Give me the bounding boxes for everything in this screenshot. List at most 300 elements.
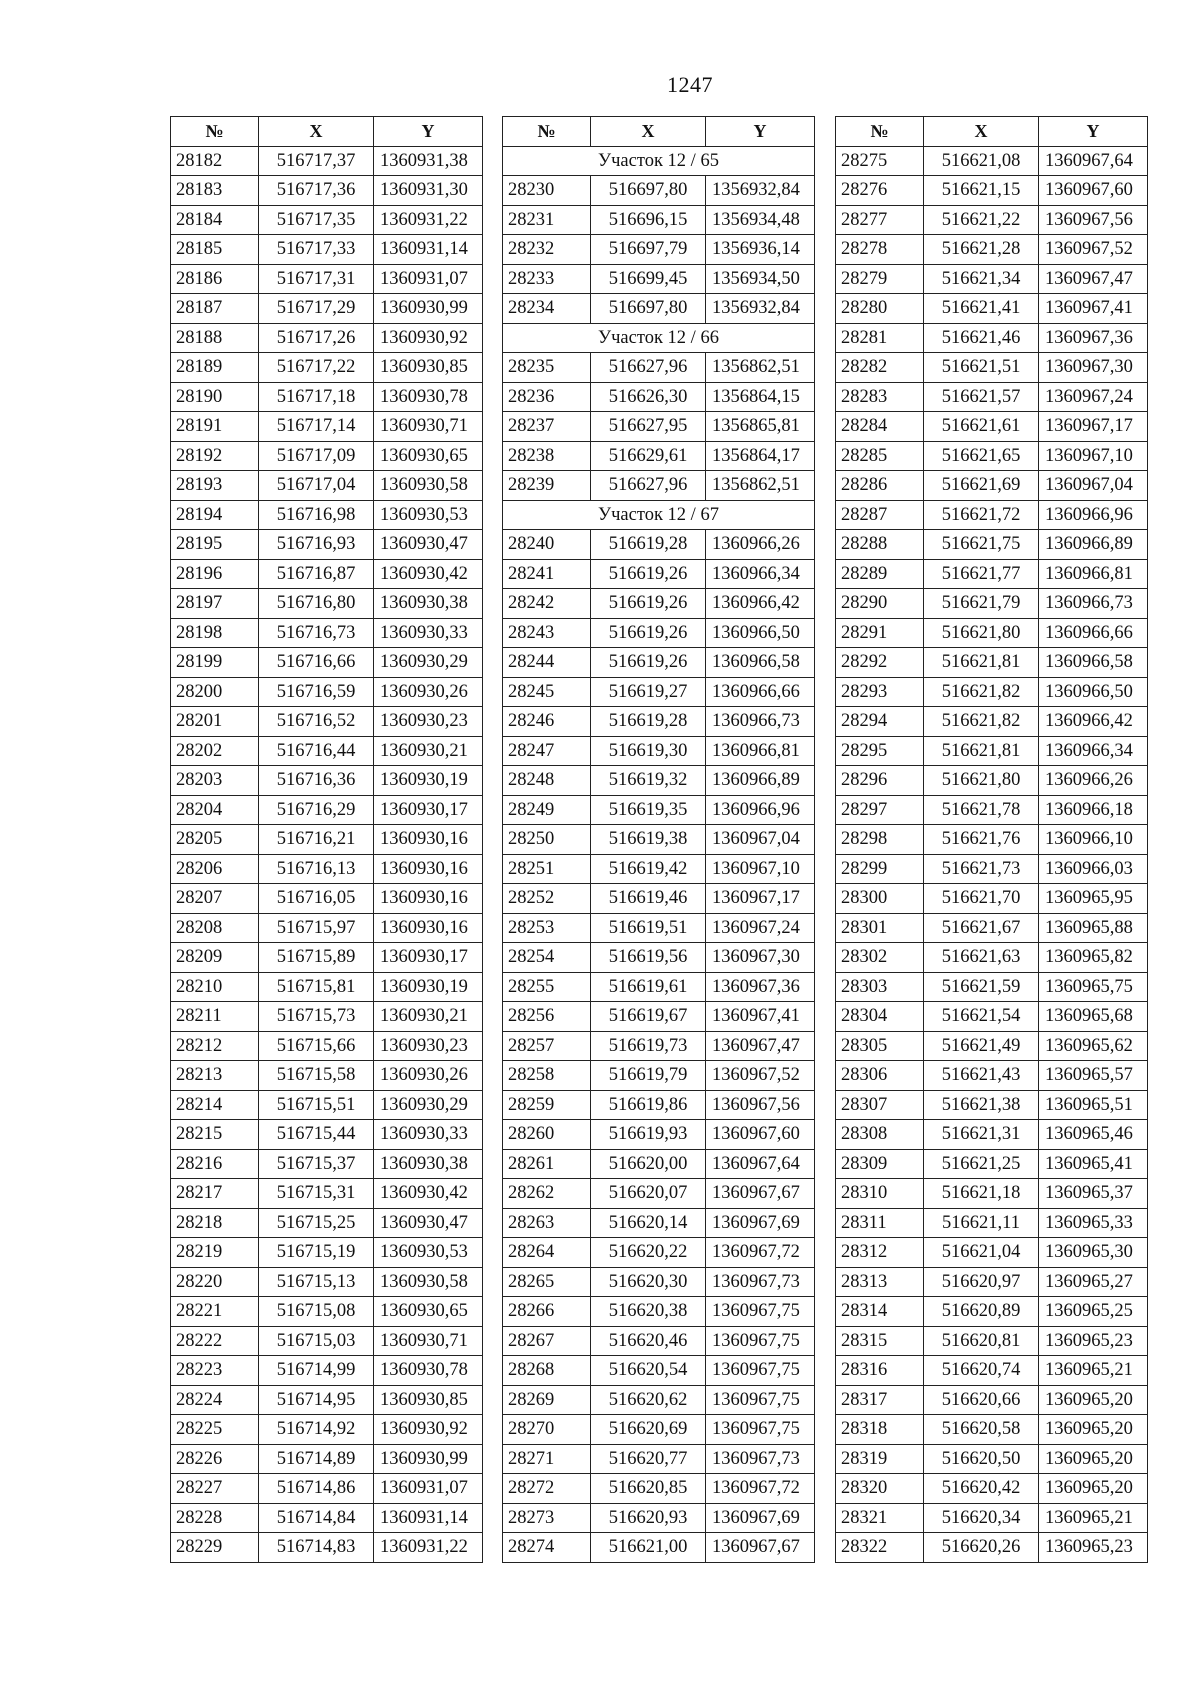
- y-coordinate-cell: 1360930,92: [374, 323, 483, 353]
- table-row: [836, 1385, 1148, 1415]
- y-coordinate-cell: 1360930,16: [374, 854, 483, 884]
- x-coordinate-cell: 516619,27: [591, 677, 706, 707]
- y-coordinate-cell: 1360930,38: [374, 589, 483, 619]
- y-coordinate-cell: 1356864,17: [706, 441, 815, 471]
- y-coordinate-cell: 1360967,30: [706, 943, 815, 973]
- point-number-cell: 28293: [836, 677, 924, 707]
- table-row: [171, 500, 483, 530]
- x-coordinate-cell: 516619,26: [591, 618, 706, 648]
- x-coordinate-cell: 516619,56: [591, 943, 706, 973]
- y-coordinate-cell: 1360930,85: [374, 353, 483, 383]
- x-coordinate-cell: 516715,66: [259, 1031, 374, 1061]
- y-coordinate-cell: 1360967,24: [706, 913, 815, 943]
- x-coordinate-cell: 516715,19: [259, 1238, 374, 1268]
- y-coordinate-cell: 1360930,26: [374, 1061, 483, 1091]
- table-row: [503, 1503, 815, 1533]
- table-row: [503, 1090, 815, 1120]
- point-number-cell: 28304: [836, 1002, 924, 1032]
- header-number: №: [503, 117, 591, 147]
- coordinates-table-2: [502, 116, 815, 1563]
- x-coordinate-cell: 516715,31: [259, 1179, 374, 1209]
- table-row: [503, 235, 815, 265]
- table-row: [836, 353, 1148, 383]
- y-coordinate-cell: 1360967,10: [1039, 441, 1148, 471]
- table-row: [503, 441, 815, 471]
- y-coordinate-cell: 1360930,17: [374, 795, 483, 825]
- y-coordinate-cell: 1360967,64: [706, 1149, 815, 1179]
- y-coordinate-cell: 1360930,78: [374, 382, 483, 412]
- header-y: Y: [374, 117, 483, 147]
- table-row: [171, 1297, 483, 1327]
- y-coordinate-cell: 1360965,23: [1039, 1533, 1148, 1563]
- table-row: [503, 589, 815, 619]
- y-coordinate-cell: 1360930,19: [374, 972, 483, 1002]
- table-row: [503, 1031, 815, 1061]
- x-coordinate-cell: 516620,50: [924, 1444, 1039, 1474]
- point-number-cell: 28203: [171, 766, 259, 796]
- table-row: [836, 264, 1148, 294]
- table-row: [836, 913, 1148, 943]
- table-header-row: [836, 117, 1148, 147]
- point-number-cell: 28214: [171, 1090, 259, 1120]
- section-title: Участок 12 / 67: [503, 500, 815, 530]
- point-number-cell: 28212: [171, 1031, 259, 1061]
- x-coordinate-cell: 516716,66: [259, 648, 374, 678]
- point-number-cell: 28199: [171, 648, 259, 678]
- section-row: [503, 146, 815, 176]
- table-row: [836, 618, 1148, 648]
- y-coordinate-cell: 1360930,99: [374, 294, 483, 324]
- y-coordinate-cell: 1360930,23: [374, 707, 483, 737]
- y-coordinate-cell: 1360967,69: [706, 1208, 815, 1238]
- table-row: [171, 205, 483, 235]
- point-number-cell: 28257: [503, 1031, 591, 1061]
- table-row: [503, 1238, 815, 1268]
- y-coordinate-cell: 1360966,58: [706, 648, 815, 678]
- y-coordinate-cell: 1360930,33: [374, 1120, 483, 1150]
- table-row: [836, 1002, 1148, 1032]
- table-row: [836, 471, 1148, 501]
- table-row: [836, 1179, 1148, 1209]
- y-coordinate-cell: 1360967,56: [1039, 205, 1148, 235]
- point-number-cell: 28258: [503, 1061, 591, 1091]
- y-coordinate-cell: 1360930,71: [374, 412, 483, 442]
- y-coordinate-cell: 1360967,52: [706, 1061, 815, 1091]
- table-header-row: [503, 117, 815, 147]
- table-row: [503, 1120, 815, 1150]
- table-row: [171, 559, 483, 589]
- point-number-cell: 28228: [171, 1503, 259, 1533]
- y-coordinate-cell: 1356862,51: [706, 471, 815, 501]
- x-coordinate-cell: 516716,93: [259, 530, 374, 560]
- point-number-cell: 28207: [171, 884, 259, 914]
- x-coordinate-cell: 516620,66: [924, 1385, 1039, 1415]
- x-coordinate-cell: 516621,41: [924, 294, 1039, 324]
- x-coordinate-cell: 516621,22: [924, 205, 1039, 235]
- point-number-cell: 28221: [171, 1297, 259, 1327]
- y-coordinate-cell: 1360965,51: [1039, 1090, 1148, 1120]
- y-coordinate-cell: 1360967,75: [706, 1415, 815, 1445]
- x-coordinate-cell: 516716,73: [259, 618, 374, 648]
- table-row: [503, 294, 815, 324]
- point-number-cell: 28197: [171, 589, 259, 619]
- x-coordinate-cell: 516714,83: [259, 1533, 374, 1563]
- table-row: [836, 677, 1148, 707]
- y-coordinate-cell: 1360967,75: [706, 1326, 815, 1356]
- x-coordinate-cell: 516621,34: [924, 264, 1039, 294]
- y-coordinate-cell: 1360966,26: [1039, 766, 1148, 796]
- y-coordinate-cell: 1360966,42: [1039, 707, 1148, 737]
- point-number-cell: 28313: [836, 1267, 924, 1297]
- y-coordinate-cell: 1360966,96: [706, 795, 815, 825]
- point-number-cell: 28243: [503, 618, 591, 648]
- point-number-cell: 28216: [171, 1149, 259, 1179]
- y-coordinate-cell: 1360967,52: [1039, 235, 1148, 265]
- point-number-cell: 28210: [171, 972, 259, 1002]
- point-number-cell: 28269: [503, 1385, 591, 1415]
- table-row: [171, 382, 483, 412]
- x-coordinate-cell: 516717,22: [259, 353, 374, 383]
- y-coordinate-cell: 1360967,75: [706, 1385, 815, 1415]
- table-row: [171, 1444, 483, 1474]
- point-number-cell: 28227: [171, 1474, 259, 1504]
- y-coordinate-cell: 1360931,30: [374, 176, 483, 206]
- table-row: [836, 1238, 1148, 1268]
- x-coordinate-cell: 516715,13: [259, 1267, 374, 1297]
- x-coordinate-cell: 516621,70: [924, 884, 1039, 914]
- y-coordinate-cell: 1360966,18: [1039, 795, 1148, 825]
- table-row: [836, 1326, 1148, 1356]
- point-number-cell: 28235: [503, 353, 591, 383]
- point-number-cell: 28225: [171, 1415, 259, 1445]
- point-number-cell: 28217: [171, 1179, 259, 1209]
- y-coordinate-cell: 1360931,38: [374, 146, 483, 176]
- x-coordinate-cell: 516716,21: [259, 825, 374, 855]
- x-coordinate-cell: 516717,29: [259, 294, 374, 324]
- x-coordinate-cell: 516715,89: [259, 943, 374, 973]
- header-y: Y: [706, 117, 815, 147]
- table-row: [836, 1267, 1148, 1297]
- point-number-cell: 28194: [171, 500, 259, 530]
- table-row: [836, 1149, 1148, 1179]
- point-number-cell: 28191: [171, 412, 259, 442]
- x-coordinate-cell: 516697,79: [591, 235, 706, 265]
- table-row: [836, 707, 1148, 737]
- point-number-cell: 28265: [503, 1267, 591, 1297]
- header-number: №: [171, 117, 259, 147]
- point-number-cell: 28317: [836, 1385, 924, 1415]
- table-row: [503, 1297, 815, 1327]
- y-coordinate-cell: 1360930,17: [374, 943, 483, 973]
- section-row: [503, 323, 815, 353]
- x-coordinate-cell: 516621,80: [924, 766, 1039, 796]
- point-number-cell: 28182: [171, 146, 259, 176]
- y-coordinate-cell: 1360967,04: [1039, 471, 1148, 501]
- point-number-cell: 28240: [503, 530, 591, 560]
- table-row: [503, 1326, 815, 1356]
- x-coordinate-cell: 516699,45: [591, 264, 706, 294]
- point-number-cell: 28296: [836, 766, 924, 796]
- x-coordinate-cell: 516714,95: [259, 1385, 374, 1415]
- y-coordinate-cell: 1360965,82: [1039, 943, 1148, 973]
- point-number-cell: 28264: [503, 1238, 591, 1268]
- y-coordinate-cell: 1356864,15: [706, 382, 815, 412]
- x-coordinate-cell: 516716,98: [259, 500, 374, 530]
- table-row: [836, 766, 1148, 796]
- x-coordinate-cell: 516621,43: [924, 1061, 1039, 1091]
- table-row: [171, 1238, 483, 1268]
- y-coordinate-cell: 1360966,89: [706, 766, 815, 796]
- point-number-cell: 28314: [836, 1297, 924, 1327]
- x-coordinate-cell: 516620,38: [591, 1297, 706, 1327]
- x-coordinate-cell: 516621,00: [591, 1533, 706, 1563]
- y-coordinate-cell: 1360967,75: [706, 1297, 815, 1327]
- y-coordinate-cell: 1360930,78: [374, 1356, 483, 1386]
- table-row: [503, 1061, 815, 1091]
- x-coordinate-cell: 516716,52: [259, 707, 374, 737]
- x-coordinate-cell: 516620,93: [591, 1503, 706, 1533]
- y-coordinate-cell: 1360967,69: [706, 1503, 815, 1533]
- point-number-cell: 28277: [836, 205, 924, 235]
- x-coordinate-cell: 516621,54: [924, 1002, 1039, 1032]
- table-row: [503, 618, 815, 648]
- x-coordinate-cell: 516621,31: [924, 1120, 1039, 1150]
- x-coordinate-cell: 516621,82: [924, 707, 1039, 737]
- y-coordinate-cell: 1360930,47: [374, 1208, 483, 1238]
- table-row: [171, 1503, 483, 1533]
- x-coordinate-cell: 516717,36: [259, 176, 374, 206]
- y-coordinate-cell: 1360965,30: [1039, 1238, 1148, 1268]
- table-row: [503, 382, 815, 412]
- x-coordinate-cell: 516619,67: [591, 1002, 706, 1032]
- y-coordinate-cell: 1360931,14: [374, 235, 483, 265]
- table-row: [503, 264, 815, 294]
- table-row: [503, 854, 815, 884]
- y-coordinate-cell: 1356932,84: [706, 294, 815, 324]
- table-row: [836, 146, 1148, 176]
- point-number-cell: 28255: [503, 972, 591, 1002]
- y-coordinate-cell: 1360967,24: [1039, 382, 1148, 412]
- point-number-cell: 28226: [171, 1444, 259, 1474]
- page-number: 1247: [667, 72, 713, 97]
- table-row: [836, 323, 1148, 353]
- y-coordinate-cell: 1360966,26: [706, 530, 815, 560]
- table-row: [171, 736, 483, 766]
- y-coordinate-cell: 1360930,26: [374, 677, 483, 707]
- point-number-cell: 28274: [503, 1533, 591, 1563]
- x-coordinate-cell: 516621,67: [924, 913, 1039, 943]
- table-row: [171, 146, 483, 176]
- point-number-cell: 28248: [503, 766, 591, 796]
- point-number-cell: 28213: [171, 1061, 259, 1091]
- y-coordinate-cell: 1356932,84: [706, 176, 815, 206]
- x-coordinate-cell: 516627,95: [591, 412, 706, 442]
- point-number-cell: 28300: [836, 884, 924, 914]
- point-number-cell: 28281: [836, 323, 924, 353]
- table-row: [836, 825, 1148, 855]
- x-coordinate-cell: 516620,74: [924, 1356, 1039, 1386]
- y-coordinate-cell: 1360930,53: [374, 500, 483, 530]
- table-row: [503, 1356, 815, 1386]
- table-row: [171, 677, 483, 707]
- x-coordinate-cell: 516715,97: [259, 913, 374, 943]
- point-number-cell: 28287: [836, 500, 924, 530]
- x-coordinate-cell: 516619,38: [591, 825, 706, 855]
- table-row: [836, 884, 1148, 914]
- y-coordinate-cell: 1360931,22: [374, 1533, 483, 1563]
- x-coordinate-cell: 516621,38: [924, 1090, 1039, 1120]
- y-coordinate-cell: 1360967,47: [1039, 264, 1148, 294]
- point-number-cell: 28273: [503, 1503, 591, 1533]
- point-number-cell: 28278: [836, 235, 924, 265]
- x-coordinate-cell: 516621,08: [924, 146, 1039, 176]
- table-row: [171, 176, 483, 206]
- y-coordinate-cell: 1360965,37: [1039, 1179, 1148, 1209]
- table-row: [171, 353, 483, 383]
- y-coordinate-cell: 1356865,81: [706, 412, 815, 442]
- table-row: [171, 1385, 483, 1415]
- point-number-cell: 28252: [503, 884, 591, 914]
- y-coordinate-cell: 1360967,17: [706, 884, 815, 914]
- y-coordinate-cell: 1360965,21: [1039, 1503, 1148, 1533]
- x-coordinate-cell: 516717,04: [259, 471, 374, 501]
- point-number-cell: 28259: [503, 1090, 591, 1120]
- point-number-cell: 28270: [503, 1415, 591, 1445]
- point-number-cell: 28284: [836, 412, 924, 442]
- y-coordinate-cell: 1360967,64: [1039, 146, 1148, 176]
- point-number-cell: 28305: [836, 1031, 924, 1061]
- y-coordinate-cell: 1360930,16: [374, 884, 483, 914]
- header-y: Y: [1039, 117, 1148, 147]
- point-number-cell: 28261: [503, 1149, 591, 1179]
- y-coordinate-cell: 1360965,46: [1039, 1120, 1148, 1150]
- table-row: [836, 559, 1148, 589]
- point-number-cell: 28189: [171, 353, 259, 383]
- x-coordinate-cell: 516619,28: [591, 530, 706, 560]
- x-coordinate-cell: 516621,59: [924, 972, 1039, 1002]
- point-number-cell: 28310: [836, 1179, 924, 1209]
- table-row: [171, 1090, 483, 1120]
- x-coordinate-cell: 516714,86: [259, 1474, 374, 1504]
- point-number-cell: 28250: [503, 825, 591, 855]
- y-coordinate-cell: 1360966,42: [706, 589, 815, 619]
- header-x: X: [924, 117, 1039, 147]
- x-coordinate-cell: 516715,25: [259, 1208, 374, 1238]
- table-row: [171, 1061, 483, 1091]
- point-number-cell: 28267: [503, 1326, 591, 1356]
- table-row: [503, 825, 815, 855]
- y-coordinate-cell: 1360967,17: [1039, 412, 1148, 442]
- x-coordinate-cell: 516621,81: [924, 736, 1039, 766]
- table-row: [171, 1356, 483, 1386]
- point-number-cell: 28321: [836, 1503, 924, 1533]
- table-row: [503, 1149, 815, 1179]
- y-coordinate-cell: 1360965,27: [1039, 1267, 1148, 1297]
- y-coordinate-cell: 1360930,33: [374, 618, 483, 648]
- y-coordinate-cell: 1360966,34: [706, 559, 815, 589]
- y-coordinate-cell: 1360965,33: [1039, 1208, 1148, 1238]
- y-coordinate-cell: 1360931,14: [374, 1503, 483, 1533]
- y-coordinate-cell: 1360966,66: [1039, 618, 1148, 648]
- table-row: [836, 589, 1148, 619]
- point-number-cell: 28236: [503, 382, 591, 412]
- x-coordinate-cell: 516619,26: [591, 589, 706, 619]
- y-coordinate-cell: 1360967,41: [706, 1002, 815, 1032]
- y-coordinate-cell: 1360965,25: [1039, 1297, 1148, 1327]
- point-number-cell: 28206: [171, 854, 259, 884]
- point-number-cell: 28308: [836, 1120, 924, 1150]
- header-x: X: [259, 117, 374, 147]
- point-number-cell: 28302: [836, 943, 924, 973]
- table-row: [836, 412, 1148, 442]
- table-row: [503, 795, 815, 825]
- x-coordinate-cell: 516717,09: [259, 441, 374, 471]
- x-coordinate-cell: 516714,92: [259, 1415, 374, 1445]
- x-coordinate-cell: 516621,15: [924, 176, 1039, 206]
- y-coordinate-cell: 1360967,30: [1039, 353, 1148, 383]
- x-coordinate-cell: 516620,07: [591, 1179, 706, 1209]
- header-x: X: [591, 117, 706, 147]
- point-number-cell: 28237: [503, 412, 591, 442]
- y-coordinate-cell: 1360966,89: [1039, 530, 1148, 560]
- table-row: [503, 412, 815, 442]
- y-coordinate-cell: 1360930,38: [374, 1149, 483, 1179]
- y-coordinate-cell: 1360965,75: [1039, 972, 1148, 1002]
- point-number-cell: 28311: [836, 1208, 924, 1238]
- y-coordinate-cell: 1360967,72: [706, 1474, 815, 1504]
- table-row: [836, 441, 1148, 471]
- point-number-cell: 28315: [836, 1326, 924, 1356]
- table-row: [836, 530, 1148, 560]
- x-coordinate-cell: 516697,80: [591, 176, 706, 206]
- y-coordinate-cell: 1360966,10: [1039, 825, 1148, 855]
- x-coordinate-cell: 516620,85: [591, 1474, 706, 1504]
- x-coordinate-cell: 516715,44: [259, 1120, 374, 1150]
- table-row: [503, 1267, 815, 1297]
- table-row: [171, 589, 483, 619]
- table-row: [503, 1208, 815, 1238]
- point-number-cell: 28200: [171, 677, 259, 707]
- x-coordinate-cell: 516716,44: [259, 736, 374, 766]
- table-row: [503, 1533, 815, 1563]
- x-coordinate-cell: 516715,08: [259, 1297, 374, 1327]
- table-row: [836, 205, 1148, 235]
- y-coordinate-cell: 1360965,20: [1039, 1444, 1148, 1474]
- y-coordinate-cell: 1360965,95: [1039, 884, 1148, 914]
- y-coordinate-cell: 1360967,60: [1039, 176, 1148, 206]
- table-row: [171, 1415, 483, 1445]
- y-coordinate-cell: 1360930,16: [374, 913, 483, 943]
- x-coordinate-cell: 516715,51: [259, 1090, 374, 1120]
- point-number-cell: 28290: [836, 589, 924, 619]
- coordinates-table-1: [170, 116, 483, 1563]
- y-coordinate-cell: 1360965,20: [1039, 1415, 1148, 1445]
- x-coordinate-cell: 516717,31: [259, 264, 374, 294]
- point-number-cell: 28232: [503, 235, 591, 265]
- x-coordinate-cell: 516620,22: [591, 1238, 706, 1268]
- point-number-cell: 28241: [503, 559, 591, 589]
- x-coordinate-cell: 516715,81: [259, 972, 374, 1002]
- table-row: [171, 471, 483, 501]
- y-coordinate-cell: 1360965,21: [1039, 1356, 1148, 1386]
- y-coordinate-cell: 1360966,50: [1039, 677, 1148, 707]
- table-row: [171, 825, 483, 855]
- y-coordinate-cell: 1360965,23: [1039, 1326, 1148, 1356]
- point-number-cell: 28272: [503, 1474, 591, 1504]
- table-row: [503, 353, 815, 383]
- point-number-cell: 28247: [503, 736, 591, 766]
- point-number-cell: 28185: [171, 235, 259, 265]
